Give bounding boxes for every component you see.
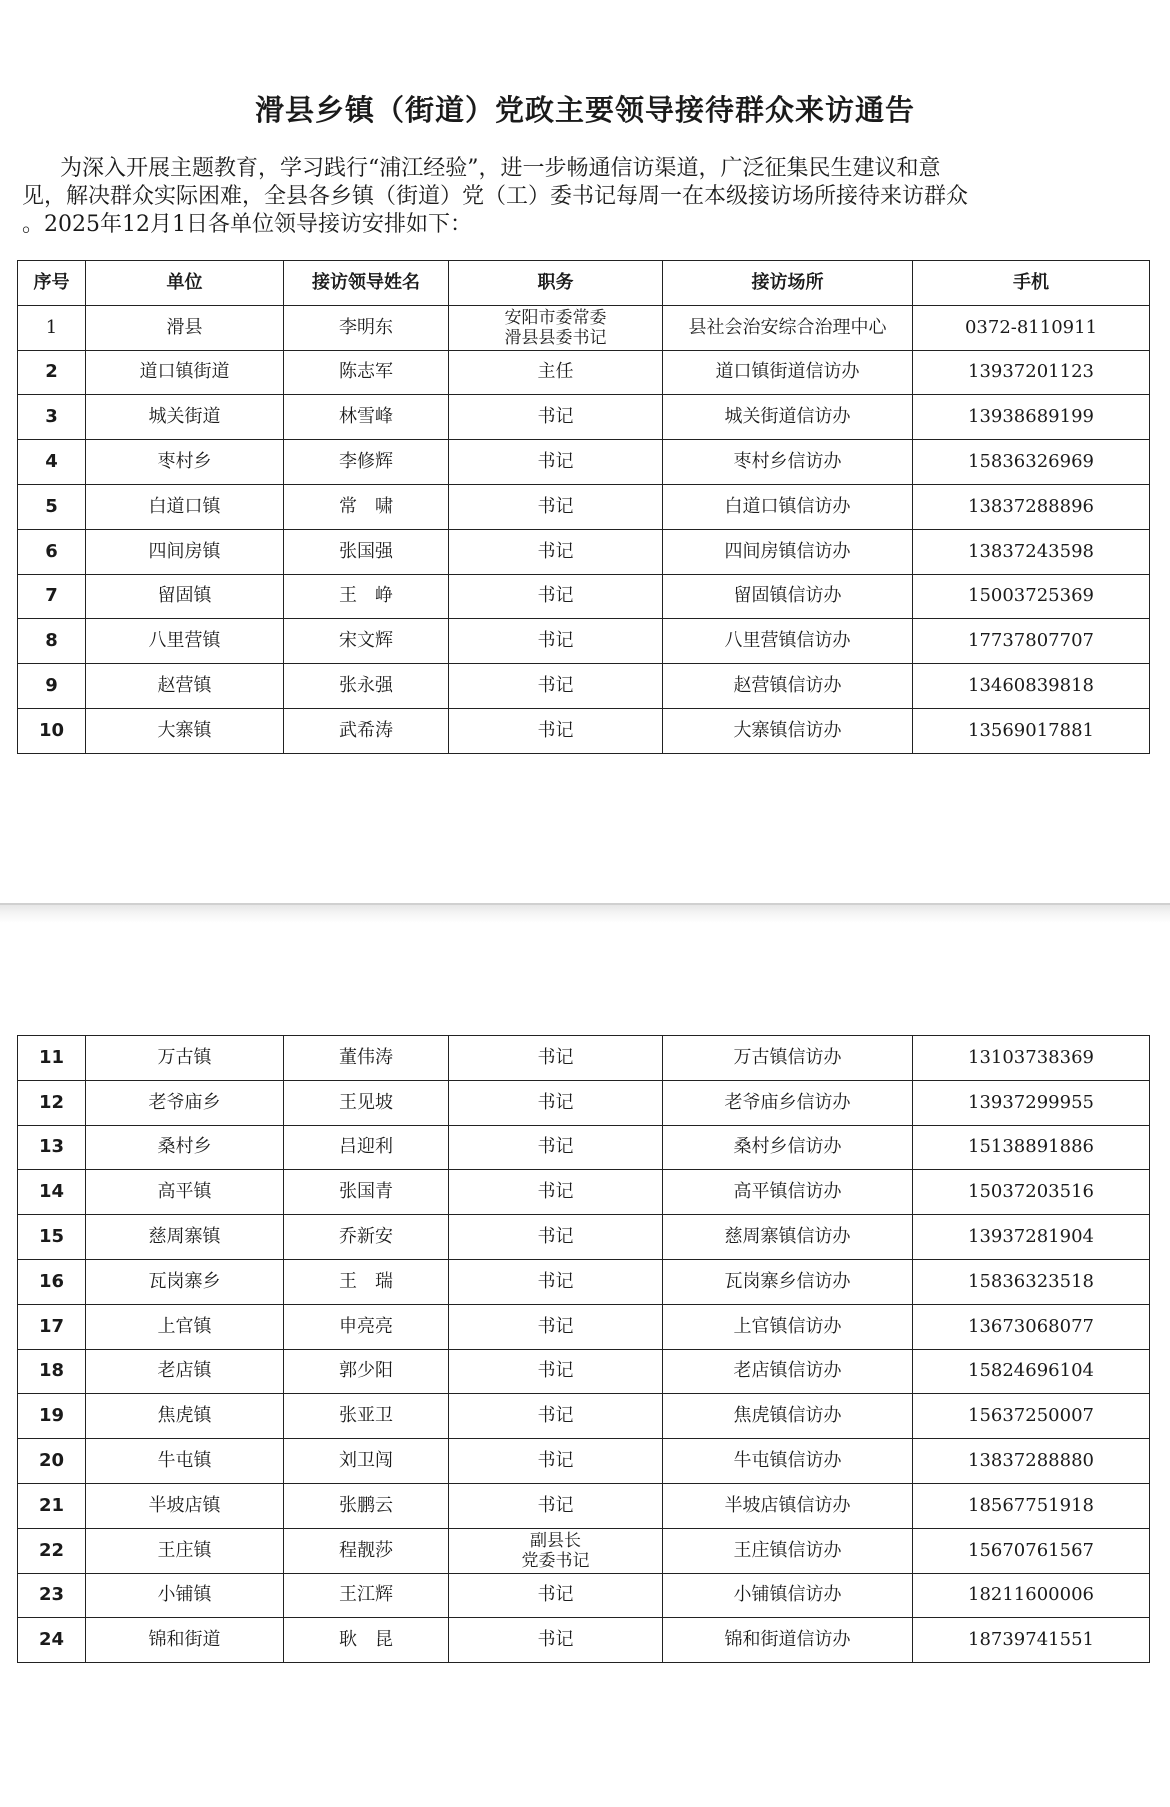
cell-leader-name: 张永强 bbox=[284, 664, 449, 709]
cell-index: 22 bbox=[18, 1528, 86, 1573]
cell-leader-name: 刘卫闯 bbox=[284, 1439, 449, 1484]
cell-leader-name: 王见坡 bbox=[284, 1080, 449, 1125]
cell-position: 书记 bbox=[449, 1080, 663, 1125]
cell-leader-name: 申亮亮 bbox=[284, 1304, 449, 1349]
cell-phone: 13937281904 bbox=[913, 1215, 1150, 1260]
cell-position: 主任 bbox=[449, 350, 663, 395]
cell-leader-name: 常 啸 bbox=[284, 484, 449, 529]
cell-phone: 0372-8110911 bbox=[913, 305, 1150, 350]
cell-leader-name: 王江辉 bbox=[284, 1573, 449, 1618]
cell-phone: 15836323518 bbox=[913, 1259, 1150, 1304]
cell-unit: 牛屯镇 bbox=[86, 1439, 284, 1484]
cell-leader-name: 张鹏云 bbox=[284, 1483, 449, 1528]
cell-leader-name: 程靓莎 bbox=[284, 1528, 449, 1573]
cell-position: 书记 bbox=[449, 1439, 663, 1484]
cell-leader-name: 陈志军 bbox=[284, 350, 449, 395]
cell-index: 7 bbox=[18, 574, 86, 619]
cell-unit: 赵营镇 bbox=[86, 664, 284, 709]
header-leader-name: 接访领导姓名 bbox=[284, 261, 449, 306]
cell-index: 8 bbox=[18, 619, 86, 664]
cell-unit: 八里营镇 bbox=[86, 619, 284, 664]
cell-unit: 小铺镇 bbox=[86, 1573, 284, 1618]
cell-location: 上官镇信访办 bbox=[663, 1304, 913, 1349]
cell-position: 书记 bbox=[449, 1573, 663, 1618]
table-row bbox=[18, 1573, 1150, 1618]
cell-index: 21 bbox=[18, 1483, 86, 1528]
table-row bbox=[18, 1304, 1150, 1349]
cell-location: 大寨镇信访办 bbox=[663, 708, 913, 753]
cell-location: 四间房镇信访办 bbox=[663, 529, 913, 574]
table-row bbox=[18, 1618, 1150, 1663]
cell-unit: 老爷庙乡 bbox=[86, 1080, 284, 1125]
cell-leader-name: 张国青 bbox=[284, 1170, 449, 1215]
cell-leader-name: 李修辉 bbox=[284, 440, 449, 485]
cell-index: 18 bbox=[18, 1349, 86, 1394]
cell-location: 老店镇信访办 bbox=[663, 1349, 913, 1394]
cell-index: 9 bbox=[18, 664, 86, 709]
cell-location: 瓦岗寨乡信访办 bbox=[663, 1259, 913, 1304]
cell-position: 书记 bbox=[449, 1036, 663, 1081]
cell-unit: 留固镇 bbox=[86, 574, 284, 619]
cell-leader-name: 张国强 bbox=[284, 529, 449, 574]
table-row bbox=[18, 350, 1150, 395]
cell-position: 安阳市委常委 滑县县委书记 bbox=[449, 305, 663, 350]
cell-leader-name: 郭少阳 bbox=[284, 1349, 449, 1394]
cell-position: 书记 bbox=[449, 708, 663, 753]
cell-location: 县社会治安综合治理中心 bbox=[663, 305, 913, 350]
cell-phone: 15637250007 bbox=[913, 1394, 1150, 1439]
table-row bbox=[18, 1349, 1150, 1394]
cell-leader-name: 吕迎利 bbox=[284, 1125, 449, 1170]
cell-index: 16 bbox=[18, 1259, 86, 1304]
cell-phone: 15037203516 bbox=[913, 1170, 1150, 1215]
cell-position: 书记 bbox=[449, 1483, 663, 1528]
cell-leader-name: 武希涛 bbox=[284, 708, 449, 753]
cell-phone: 15836326969 bbox=[913, 440, 1150, 485]
page-break-divider bbox=[0, 903, 1170, 923]
cell-phone: 13938689199 bbox=[913, 395, 1150, 440]
cell-location: 老爷庙乡信访办 bbox=[663, 1080, 913, 1125]
cell-leader-name: 林雪峰 bbox=[284, 395, 449, 440]
cell-position: 书记 bbox=[449, 1304, 663, 1349]
cell-phone: 13569017881 bbox=[913, 708, 1150, 753]
cell-location: 道口镇街道信访办 bbox=[663, 350, 913, 395]
cell-phone: 13460839818 bbox=[913, 664, 1150, 709]
cell-unit: 四间房镇 bbox=[86, 529, 284, 574]
cell-index: 13 bbox=[18, 1125, 86, 1170]
table-row bbox=[18, 440, 1150, 485]
cell-position: 书记 bbox=[449, 1259, 663, 1304]
cell-leader-name: 乔新安 bbox=[284, 1215, 449, 1260]
cell-position: 书记 bbox=[449, 484, 663, 529]
cell-position: 书记 bbox=[449, 440, 663, 485]
intro-line: 为深入开展主题教育，学习践行“浦江经验”，进一步畅通信访渠道，广泛征集民生建议和意 bbox=[60, 156, 941, 181]
cell-index: 4 bbox=[18, 440, 86, 485]
cell-location: 锦和街道信访办 bbox=[663, 1618, 913, 1663]
cell-unit: 万古镇 bbox=[86, 1036, 284, 1081]
table-row bbox=[18, 1528, 1150, 1573]
cell-position: 书记 bbox=[449, 1215, 663, 1260]
header-position: 职务 bbox=[449, 261, 663, 306]
cell-phone: 13837288896 bbox=[913, 484, 1150, 529]
table-row bbox=[18, 574, 1150, 619]
cell-position: 书记 bbox=[449, 664, 663, 709]
cell-location: 枣村乡信访办 bbox=[663, 440, 913, 485]
cell-index: 5 bbox=[18, 484, 86, 529]
header-unit: 单位 bbox=[86, 261, 284, 306]
cell-position: 书记 bbox=[449, 1394, 663, 1439]
cell-phone: 13837243598 bbox=[913, 529, 1150, 574]
header-phone: 手机 bbox=[913, 261, 1150, 306]
table-row bbox=[18, 1080, 1150, 1125]
table-row bbox=[18, 1439, 1150, 1484]
cell-location: 慈周寨镇信访办 bbox=[663, 1215, 913, 1260]
cell-phone: 15824696104 bbox=[913, 1349, 1150, 1394]
cell-unit: 王庄镇 bbox=[86, 1528, 284, 1573]
cell-phone: 18211600006 bbox=[913, 1573, 1150, 1618]
cell-leader-name: 张亚卫 bbox=[284, 1394, 449, 1439]
cell-unit: 老店镇 bbox=[86, 1349, 284, 1394]
cell-index: 24 bbox=[18, 1618, 86, 1663]
cell-phone: 13103738369 bbox=[913, 1036, 1150, 1081]
cell-phone: 13837288880 bbox=[913, 1439, 1150, 1484]
cell-index: 1 bbox=[18, 305, 86, 350]
cell-position: 书记 bbox=[449, 574, 663, 619]
cell-location: 城关街道信访办 bbox=[663, 395, 913, 440]
cell-location: 小铺镇信访办 bbox=[663, 1573, 913, 1618]
cell-unit: 焦虎镇 bbox=[86, 1394, 284, 1439]
table-row bbox=[18, 1259, 1150, 1304]
cell-leader-name: 王 瑞 bbox=[284, 1259, 449, 1304]
intro-paragraph bbox=[22, 155, 1152, 239]
cell-unit: 高平镇 bbox=[86, 1170, 284, 1215]
cell-phone: 17737807707 bbox=[913, 619, 1150, 664]
cell-location: 高平镇信访办 bbox=[663, 1170, 913, 1215]
cell-unit: 白道口镇 bbox=[86, 484, 284, 529]
cell-index: 15 bbox=[18, 1215, 86, 1260]
cell-position: 书记 bbox=[449, 1125, 663, 1170]
cell-index: 19 bbox=[18, 1394, 86, 1439]
cell-location: 八里营镇信访办 bbox=[663, 619, 913, 664]
cell-position: 副县长 党委书记 bbox=[449, 1528, 663, 1573]
cell-index: 20 bbox=[18, 1439, 86, 1484]
cell-leader-name: 耿 昆 bbox=[284, 1618, 449, 1663]
cell-leader-name: 宋文辉 bbox=[284, 619, 449, 664]
cell-phone: 18739741551 bbox=[913, 1618, 1150, 1663]
cell-phone: 15670761567 bbox=[913, 1528, 1150, 1573]
table-row bbox=[18, 1036, 1150, 1081]
cell-position: 书记 bbox=[449, 1349, 663, 1394]
cell-unit: 上官镇 bbox=[86, 1304, 284, 1349]
table-row bbox=[18, 664, 1150, 709]
cell-unit: 慈周寨镇 bbox=[86, 1215, 284, 1260]
cell-index: 2 bbox=[18, 350, 86, 395]
cell-location: 王庄镇信访办 bbox=[663, 1528, 913, 1573]
cell-position: 书记 bbox=[449, 1170, 663, 1215]
table-row bbox=[18, 1394, 1150, 1439]
cell-location: 白道口镇信访办 bbox=[663, 484, 913, 529]
cell-phone: 13937299955 bbox=[913, 1080, 1150, 1125]
table-row bbox=[18, 1170, 1150, 1215]
table-row bbox=[18, 1215, 1150, 1260]
reception-table-part-1 bbox=[17, 260, 1150, 754]
cell-position: 书记 bbox=[449, 619, 663, 664]
cell-location: 留固镇信访办 bbox=[663, 574, 913, 619]
table-row bbox=[18, 708, 1150, 753]
cell-phone: 18567751918 bbox=[913, 1483, 1150, 1528]
cell-unit: 锦和街道 bbox=[86, 1618, 284, 1663]
cell-location: 半坡店镇信访办 bbox=[663, 1483, 913, 1528]
table-row bbox=[18, 1483, 1150, 1528]
cell-location: 焦虎镇信访办 bbox=[663, 1394, 913, 1439]
cell-unit: 瓦岗寨乡 bbox=[86, 1259, 284, 1304]
cell-index: 6 bbox=[18, 529, 86, 574]
cell-unit: 滑县 bbox=[86, 305, 284, 350]
cell-index: 3 bbox=[18, 395, 86, 440]
table-row bbox=[18, 1125, 1150, 1170]
cell-index: 23 bbox=[18, 1573, 86, 1618]
cell-leader-name: 李明东 bbox=[284, 305, 449, 350]
cell-location: 桑村乡信访办 bbox=[663, 1125, 913, 1170]
cell-leader-name: 董伟涛 bbox=[284, 1036, 449, 1081]
table-row bbox=[18, 619, 1150, 664]
cell-unit: 道口镇街道 bbox=[86, 350, 284, 395]
cell-location: 万古镇信访办 bbox=[663, 1036, 913, 1081]
table-row bbox=[18, 529, 1150, 574]
cell-position: 书记 bbox=[449, 395, 663, 440]
cell-phone: 15003725369 bbox=[913, 574, 1150, 619]
table-row bbox=[18, 305, 1150, 350]
cell-position: 书记 bbox=[449, 1618, 663, 1663]
cell-unit: 大寨镇 bbox=[86, 708, 284, 753]
cell-index: 12 bbox=[18, 1080, 86, 1125]
cell-index: 17 bbox=[18, 1304, 86, 1349]
cell-unit: 枣村乡 bbox=[86, 440, 284, 485]
cell-unit: 城关街道 bbox=[86, 395, 284, 440]
table-row bbox=[18, 484, 1150, 529]
table-header-row bbox=[18, 261, 1150, 306]
header-index: 序号 bbox=[18, 261, 86, 306]
header-location: 接访场所 bbox=[663, 261, 913, 306]
page-title: 滑县乡镇（街道）党政主要领导接待群众来访通告 bbox=[254, 93, 915, 127]
table-row bbox=[18, 395, 1150, 440]
intro-line: 见，解决群众实际困难，全县各乡镇（街道）党（工）委书记每周一在本级接访场所接待来访群众 bbox=[22, 184, 969, 209]
cell-location: 赵营镇信访办 bbox=[663, 664, 913, 709]
cell-phone: 13673068077 bbox=[913, 1304, 1150, 1349]
cell-leader-name: 王 峥 bbox=[284, 574, 449, 619]
cell-index: 11 bbox=[18, 1036, 86, 1081]
cell-phone: 15138891886 bbox=[913, 1125, 1150, 1170]
reception-table-part-2 bbox=[17, 1035, 1150, 1663]
cell-unit: 桑村乡 bbox=[86, 1125, 284, 1170]
cell-phone: 13937201123 bbox=[913, 350, 1150, 395]
cell-index: 14 bbox=[18, 1170, 86, 1215]
cell-position: 书记 bbox=[449, 529, 663, 574]
cell-unit: 半坡店镇 bbox=[86, 1483, 284, 1528]
intro-line: 。2025年12月1日各单位领导接访安排如下： bbox=[22, 212, 472, 237]
cell-index: 10 bbox=[18, 708, 86, 753]
cell-location: 牛屯镇信访办 bbox=[663, 1439, 913, 1484]
